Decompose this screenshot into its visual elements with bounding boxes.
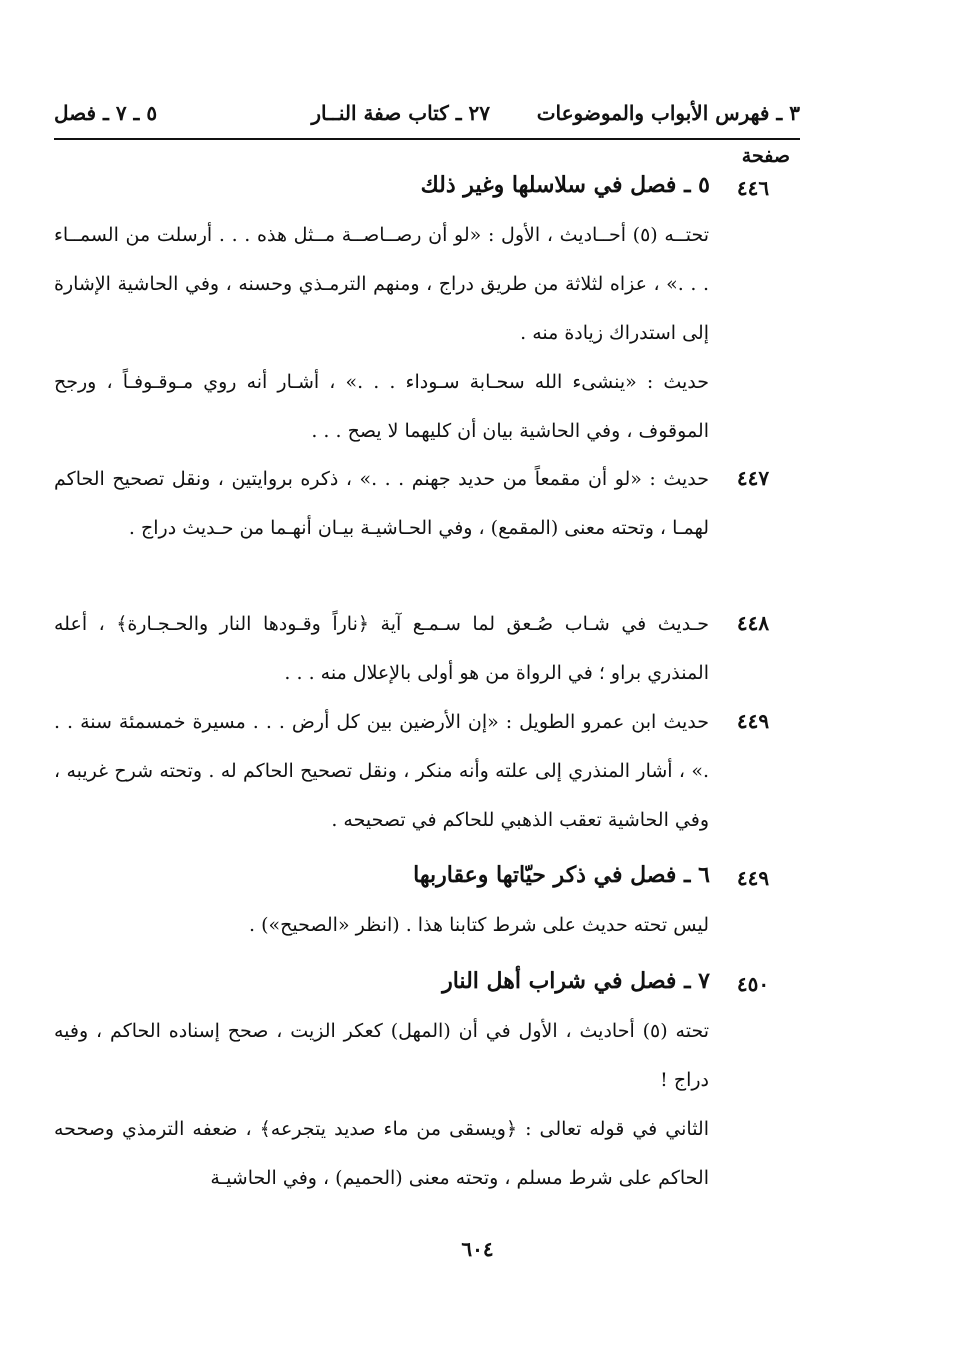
header-chapter-range: ٥ ـ ٧ ـ فصل — [54, 101, 158, 125]
section-heading: ٧ ـ فصل في شراب أهل النار — [442, 968, 710, 994]
entry-text: حديث : «ينشىء الله سحـابة سـوداء . . .» ، أشـار أنه روي مـوقـوفـاً ، ورجح الموقوف ، وفي الحاشية بيان أن كليهما لا يصح . . . — [54, 371, 709, 442]
page-header — [54, 101, 800, 133]
entry-text: ليس تحته حديث على شرط كتابنا هذا . (انظر «الصحيح») . — [249, 914, 709, 936]
entry-text: حديث ابن عمرو الطويل : «إن الأرضين بين كل أرض . . . مسيرة خمسمئة سنة . . .» ، أشار المنذري إلى علته وأنه منكر ، ونقل تصحيح الحاكم له . وتحته شرح غريبه ، وفي الحاشية تعقب الذهبي للحاكم في تصحيحه . — [54, 711, 709, 831]
page-number: ٦٠٤ — [461, 1237, 494, 1261]
section-heading: ٥ ـ فصل في سلاسلها وغير ذلك — [420, 172, 710, 198]
entry-text: حديث : «لو أن مقمعاً من حديد جهنم . . .» ، ذكره بروايتين ، ونقل تصحيح الحاكم لهمـا ، وتحته معنى (المقمع) ، وفي الحـاشيـة بيـان أنهـما من حـديث دراج . — [54, 468, 709, 539]
entry-page-number: ٤٤٧ — [736, 466, 770, 490]
entry-text: الثاني في قوله تعالى : ﴿ويسقى من ماء صديد يتجرعه﴾ ، ضعفه الترمذي وصححه الحاكم على شرط مسلم ، وتحته معنى (الحميم) ، وفي الحاشيـة — [54, 1118, 709, 1189]
entry-page-number: ٤٤٩ — [736, 709, 770, 733]
entry-page-number: ٤٤٨ — [736, 611, 770, 635]
entry-text: تحتــه (٥) أحــاديث ، الأول : «لو أن رصــاصــة مــثل هذه . . . أرسلت من السمــاء . . .» ، عزاه لثلاثة من طريق دراج ، ومنهم الترمـذي وحسنه ، وفي الحاشية الإشارة إلى استدراك زيادة منه . — [54, 224, 709, 344]
entry-text: حـديث في شـاب صُـعق لما سـمـع آية ﴿ناراً وقـودها النار والحـجـارة﴾ ، أعله المنذري براو ؛ في الرواة من هو أولى بالإعلال منه . . . — [54, 613, 709, 684]
entry-text: تحته (٥) أحاديث ، الأول في أن (المهل) كعكر الزيت ، صحح إسناده الحاكم ، وفيه دراج ! — [54, 1020, 709, 1091]
section-heading: ٦ ـ فصل في ذكر حيّاتها وعقاربها — [413, 862, 710, 888]
header-rule — [54, 138, 800, 140]
entry-page-number: ٤٥٠ — [736, 972, 770, 996]
header-section-title: ٣ ـ فهرس الأبواب والموضوعات — [536, 101, 800, 125]
entry-page-number: ٤٤٩ — [736, 866, 770, 890]
entry-page-number: ٤٤٦ — [736, 176, 770, 200]
header-book-title: ٢٧ ـ كتاب صفة النــار — [311, 101, 490, 125]
page-column-label: صفحة — [741, 145, 790, 167]
